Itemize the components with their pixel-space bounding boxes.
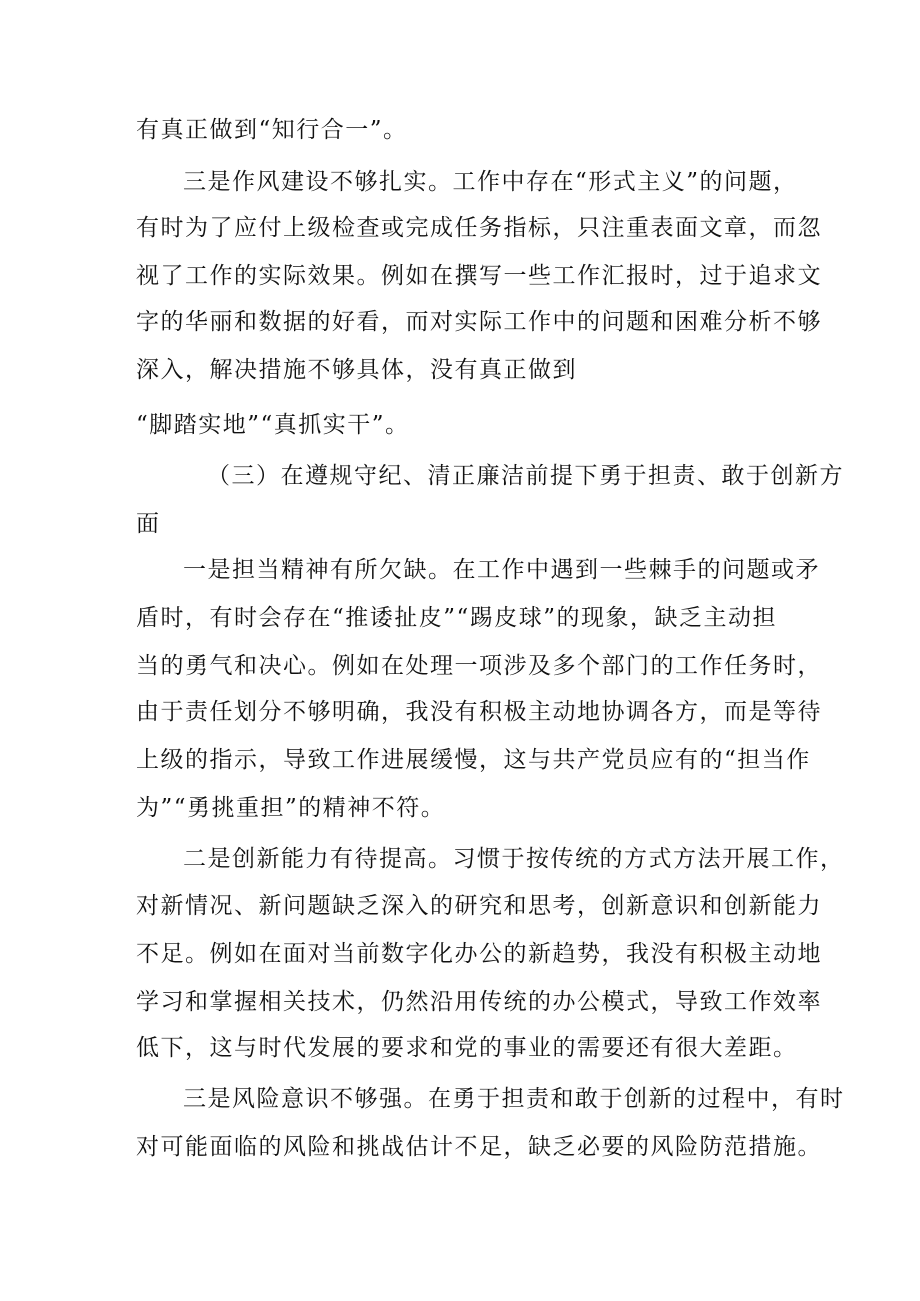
text-line: 视了工作的实际效果。例如在撰写一些工作汇报时，过于追求文 bbox=[136, 263, 822, 289]
text-line: 当的勇气和决心。例如在处理一项涉及多个部门的工作任务时， bbox=[136, 653, 822, 679]
text-line: 为”“勇挑重担”的精神不符。 bbox=[136, 795, 446, 821]
text-line: 有真正做到“知行合一”。 bbox=[136, 117, 408, 143]
text-line: 对新情况、新问题缺乏深入的研究和思考，创新意识和创新能力 bbox=[136, 893, 822, 919]
text-line: 深入，解决措施不够具体，没有真正做到 bbox=[136, 357, 577, 383]
text-line: 上级的指示，导致工作进展缓慢，这与共产党员应有的“担当作 bbox=[136, 747, 811, 773]
paragraph-first-line: 二是创新能力有待提高。习惯于按传统的方式方法开展工作， bbox=[183, 846, 845, 872]
text-line: “脚踏实地”“真抓实干”。 bbox=[136, 412, 410, 438]
text-line: 字的华丽和数据的好看，而对实际工作中的问题和困难分析不够 bbox=[136, 309, 822, 335]
text-line: 低下，这与时代发展的要求和党的事业的需要还有很大差距。 bbox=[136, 1035, 798, 1061]
section-heading-continuation: 面 bbox=[136, 511, 161, 537]
section-heading: （三）在遵规守纪、清正廉洁前提下勇于担责、敢于创新方 bbox=[207, 463, 844, 489]
text-line: 有时为了应付上级检查或完成任务指标，只注重表面文章，而忽 bbox=[136, 215, 822, 241]
paragraph-first-line: 一是担当精神有所欠缺。在工作中遇到一些棘手的问题或矛 bbox=[183, 557, 820, 583]
text-line: 由于责任划分不够明确，我没有积极主动地协调各方，而是等待 bbox=[136, 699, 822, 725]
text-line: 对可能面临的风险和挑战估计不足，缺乏必要的风险防范措施。 bbox=[136, 1134, 822, 1160]
text-line: 学习和掌握相关技术，仍然沿用传统的办公模式，导致工作效率 bbox=[136, 989, 822, 1015]
paragraph-first-line: 三是作风建设不够扎实。工作中存在“形式主义”的问题， bbox=[183, 169, 798, 195]
text-line: 盾时，有时会存在“推诿扯皮”“踢皮球”的现象，缺乏主动担 bbox=[136, 605, 778, 631]
paragraph-first-line: 三是风险意识不够强。在勇于担责和敢于创新的过程中，有时 bbox=[183, 1086, 845, 1112]
text-line: 不足。例如在面对当前数字化办公的新趋势，我没有积极主动地 bbox=[136, 941, 822, 967]
